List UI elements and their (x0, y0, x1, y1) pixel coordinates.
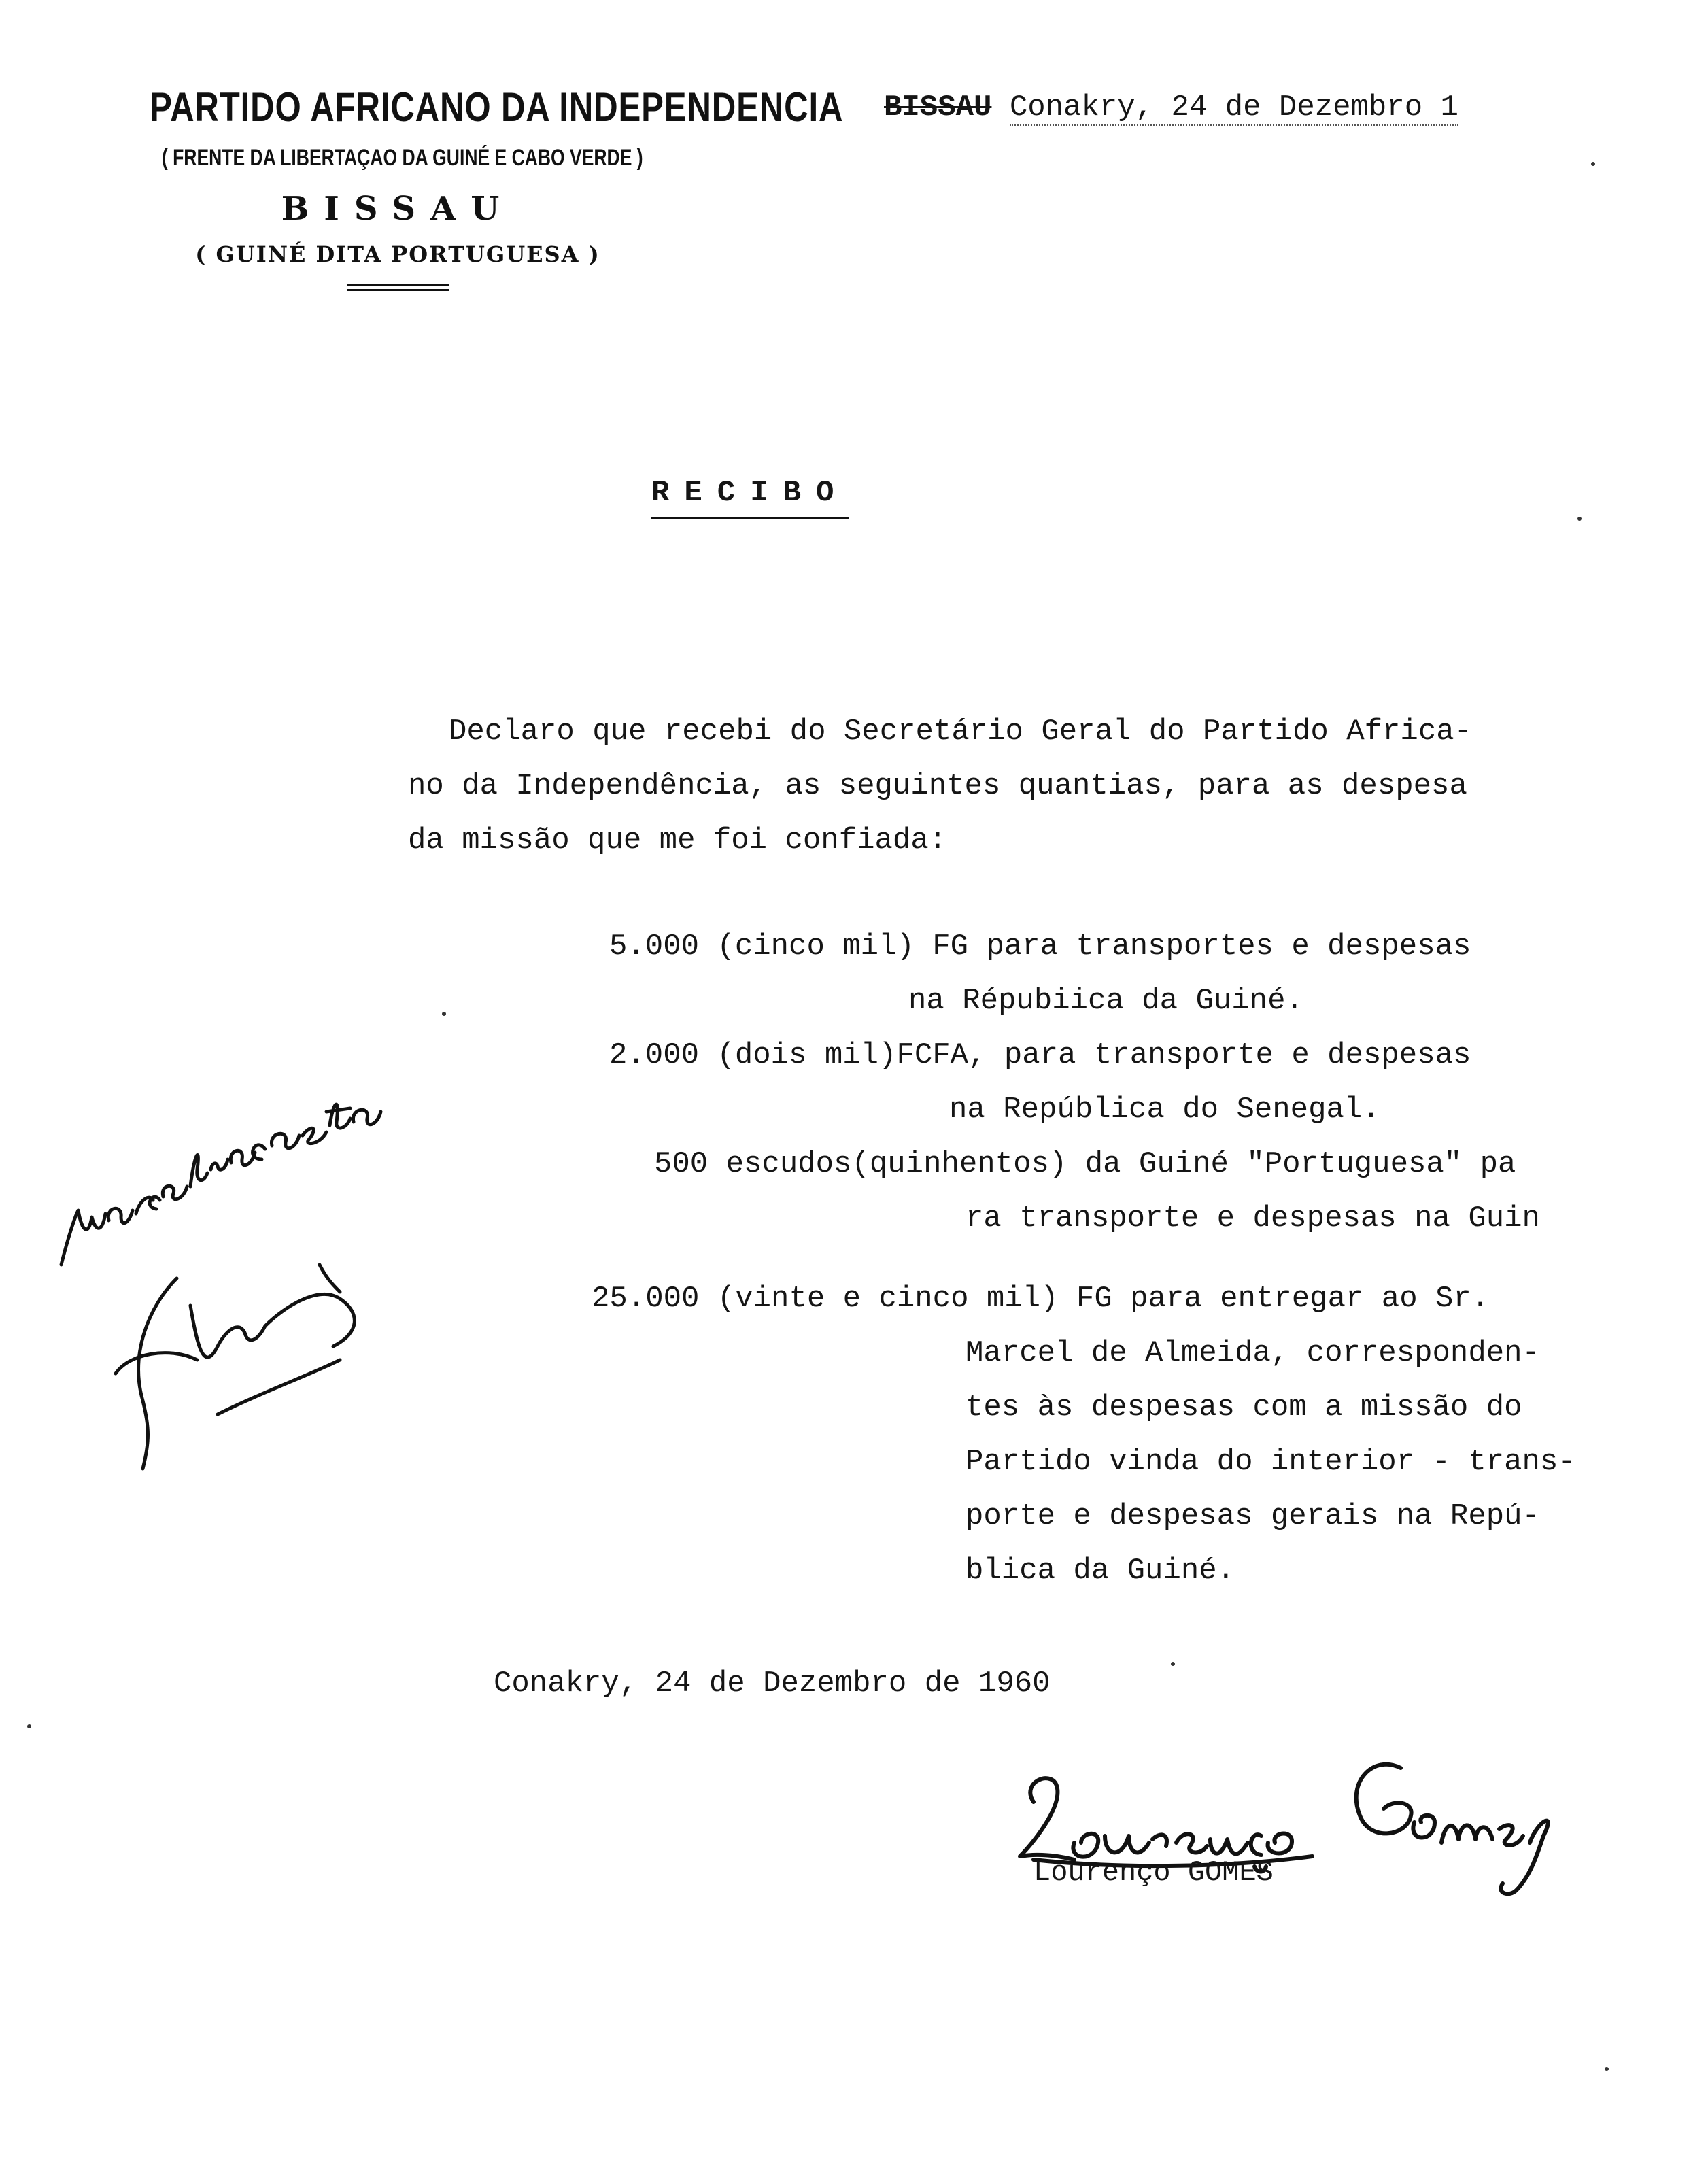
item-4-line-3: Partido vinda do interior - trans- (966, 1445, 1576, 1479)
party-subtitle: ( FRENTE DA LIBERTAÇAO DA GUINÉ E CABO VERDE ) (161, 145, 643, 171)
struck-city: BISSAU (884, 90, 992, 124)
letterhead (95, 80, 844, 291)
document-title: RECIBO (651, 469, 849, 519)
speck (1605, 2067, 1609, 2071)
dateline-text: Conakry, 24 de Dezembro 1 (1009, 90, 1458, 124)
item-2-amount: 2.000 (dois mil)FCFA, para transporte e despesas (609, 1038, 1471, 1072)
typed-signer-name: Lourenço GOMES (1034, 1856, 1274, 1889)
closing-date: Conakry, 24 de Dezembro de 1960 (494, 1667, 1051, 1701)
intro-paragraph (408, 704, 1618, 868)
intro-line-3: da missão que me foi confiada: (408, 823, 947, 857)
speck (1577, 517, 1582, 521)
item-4-line-5: blica da Guiné. (966, 1554, 1235, 1588)
intro-line-2: no da Independência, as seguintes quantias, para as despesa (408, 769, 1467, 803)
speck (27, 1724, 31, 1728)
dateline (884, 80, 1458, 135)
item-4-line-4: porte e despesas gerais na Repú- (966, 1499, 1540, 1533)
item-1-line: na Répubiica da Guiné. (908, 984, 1303, 1018)
margin-signature (41, 1061, 449, 1482)
letterhead-city: BISSAU (281, 190, 515, 228)
item-3-amount: 500 escudos(quinhentos) da Guiné "Portuguesa" pa (654, 1147, 1516, 1181)
item-1-amount: 5.000 (cinco mil) FG para transportes e despesas (609, 930, 1471, 964)
item-4-line-2: tes às despesas com a missão do (966, 1391, 1522, 1425)
speck (1171, 1662, 1175, 1666)
letterhead-double-rule (347, 284, 449, 291)
speck (442, 1012, 446, 1016)
item-4-line-1: Marcel de Almeida, corresponden- (966, 1336, 1540, 1370)
intro-line-1: Declaro que recebi do Secretário Geral do Partido Africa- (449, 715, 1473, 749)
item-2-line: na República do Senegal. (949, 1093, 1380, 1127)
party-name: PARTIDO AFRICANO DA INDEPENDENCIA (150, 84, 844, 130)
letterhead-country: ( GUINÉ DITA PORTUGUESA ) (195, 241, 600, 267)
speck (1591, 162, 1595, 166)
item-4-amount: 25.000 (vinte e cinco mil) FG para entregar ao Sr. (592, 1282, 1490, 1316)
item-3-line: ra transporte e despesas na Guin (966, 1201, 1540, 1235)
